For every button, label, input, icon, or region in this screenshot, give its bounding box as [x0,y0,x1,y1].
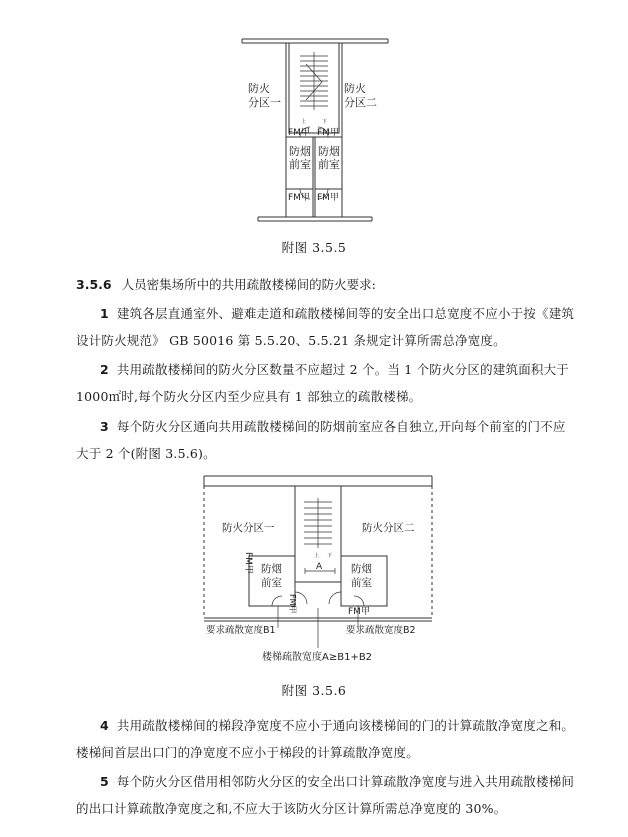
item-2 [76,356,576,410]
width-b2-label: 要求疏散宽度B2 [346,625,416,636]
item-text: 建筑各层直通室外、避难走道和疏散楼梯间等的安全出口总宽度不应小于按《建筑设计防火规范》 GB 50016 第 5.5.20、5.5.21 条规定计算所需总净宽度。 [76,306,575,348]
width-b1-label: 要求疏散宽度B1 [206,625,276,636]
door-label-top-right: FM甲 [317,128,339,138]
anteroom-right-line1: 防烟 [318,145,340,158]
stair-width-label: A [316,562,323,572]
item-5 [76,768,576,822]
door-label-right: FM甲 [348,607,370,617]
figure-3-5-6-caption: 附图 3.5.6 [281,683,347,698]
item-number: 4 [100,718,109,733]
anteroom-left-line1: 防烟 [261,563,282,575]
zone-left-line2: 分区一 [248,96,281,109]
stair-up-label: 上 [314,553,320,559]
clause-number: 3.5.6 [76,277,112,292]
door-label-bottom-right: FM甲 [317,193,339,203]
item-text: 每个防火分区通向共用疏散楼梯间的防烟前室应各自独立,开向每个前室的门不应大于 2 个(附图 3.5.6)。 [76,419,566,461]
item-text: 共用疏散楼梯间的梯段净宽度不应小于通向该楼梯间的门的计算疏散净宽度之和。楼梯间首层出口门的净宽度不应小于梯段的计算疏散净宽度。 [76,718,575,760]
item-1 [76,300,576,354]
item-number: 2 [100,362,109,377]
clause-title: 人员密集场所中的共用疏散楼梯间的防火要求: [121,277,376,292]
item-4 [76,712,576,766]
item-text: 每个防火分区借用相邻防火分区的安全出口计算疏散净宽度与进入共用疏散楼梯间的出口计算疏散净宽度之和,不应大于该防火分区计算所需总净宽度的 30%。 [76,774,575,816]
figure-3-5-5-drawing [240,34,390,234]
zone-right-label: 防火分区二 [362,522,415,534]
figure-3-5-5-caption: 附图 3.5.5 [281,240,347,255]
door-label-top-left: FM甲 [288,128,310,138]
item-3 [76,413,576,467]
door-label-bottom-left: FM甲 [288,193,310,203]
anteroom-right-line1: 防烟 [351,563,372,575]
stair-steps [300,52,328,110]
zone-left-line1: 防火 [248,82,270,95]
anteroom-left-line1: 防烟 [289,145,311,158]
anteroom-right-line2: 前室 [351,577,372,589]
zone-left-label: 防火分区一 [222,522,275,534]
zone-right-line2: 分区二 [344,96,377,109]
stair-down-label: 下 [327,553,333,559]
figure-3-5-5 [240,34,390,234]
anteroom-left-line2: 前室 [289,158,311,171]
stair-down-label: 下 [322,119,328,125]
figure-3-5-6 [200,468,440,672]
anteroom-left-line2: 前室 [261,577,282,589]
stair-up-label: 上 [301,119,307,125]
item-text: 共用疏散楼梯间的防火分区数量不应超过 2 个。当 1 个防火分区的建筑面积大于 1000㎡时,每个防火分区内至少应具有 1 部独立的疏散楼梯。 [76,362,570,404]
item-number: 3 [100,419,109,434]
item-number: 5 [100,774,109,789]
width-a-label: 楼梯疏散宽度A≥B1+B2 [262,652,373,663]
door-label-left: FM甲 [243,552,253,574]
stair-steps [304,498,332,548]
anteroom-right-line2: 前室 [318,158,340,171]
figure-3-5-6-drawing [200,468,440,672]
clause-heading [76,275,376,293]
zone-right-line1: 防火 [344,82,366,95]
door-label-stair-left: FM甲 [288,594,297,614]
item-number: 1 [100,306,109,321]
